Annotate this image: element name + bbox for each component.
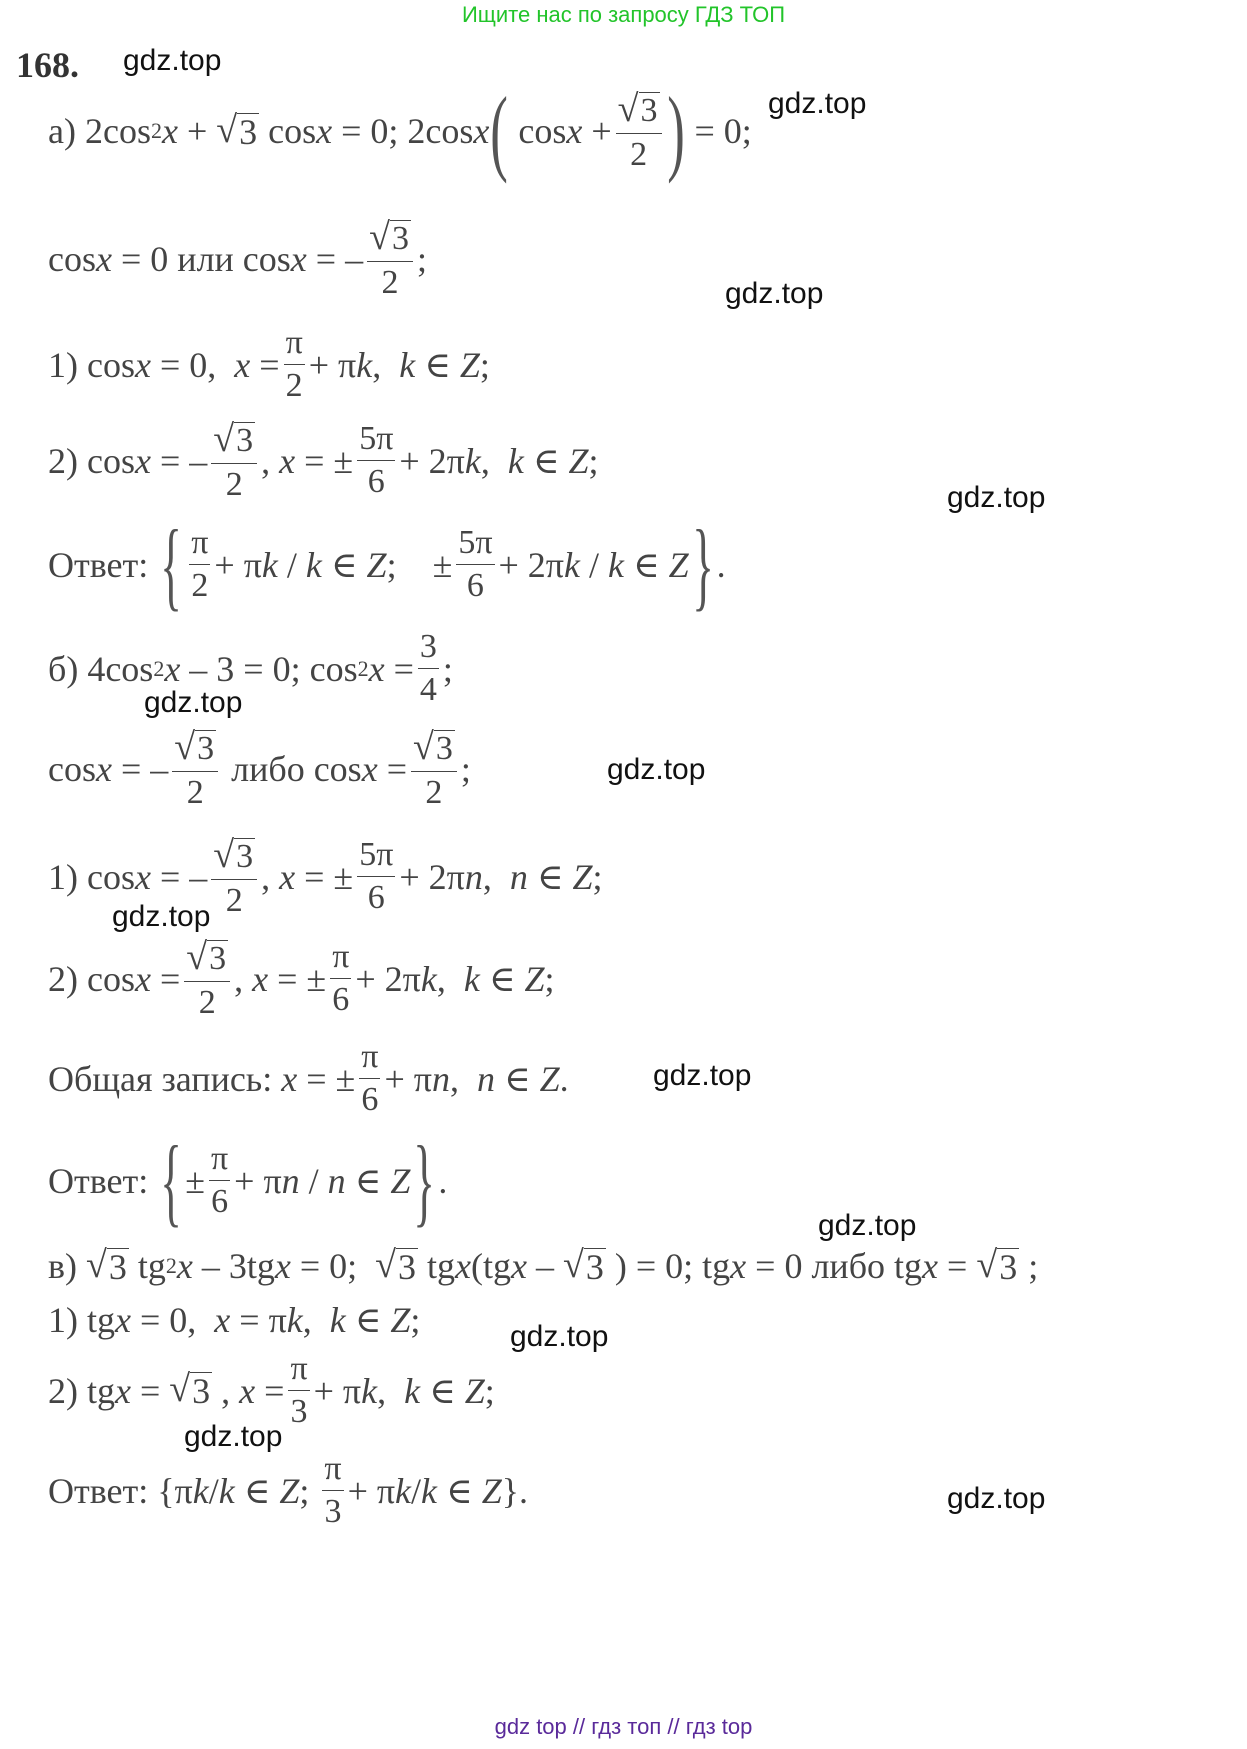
part-a-case-1: 1) cos x = 0, x = π 2 + π k , k ∈ Z ;: [48, 324, 490, 404]
task-number: 168.: [16, 45, 79, 85]
watermark: gdz.top: [947, 481, 1046, 514]
footer-links[interactable]: gdz top // гдз топ // гдз top: [494, 1714, 753, 1739]
part-v-label: в): [48, 1246, 77, 1287]
watermark: gdz.top: [768, 87, 867, 120]
part-b-general: Общая запись: x = ± π 6 + π n , n ∈ Z .: [48, 1038, 569, 1118]
watermark: gdz.top: [818, 1209, 917, 1242]
part-b-label: б): [48, 648, 79, 689]
part-a-cases: cos x = 0 или cos x = – √ 3 2 ;: [48, 216, 427, 301]
part-v-case-1: 1) tg x = 0, x = π k , k ∈ Z ;: [48, 1300, 421, 1340]
part-v-equation: в) √ 3 tg 2 x – 3tg x = 0; √ 3 tg x (tg x – √ 3 ) = 0; tg x = 0 либо tg x = √ 3 ;: [48, 1244, 1039, 1287]
part-a-label: а): [48, 111, 76, 152]
watermark: gdz.top: [510, 1320, 609, 1353]
watermark: gdz.top: [144, 686, 243, 719]
watermark: gdz.top: [112, 900, 211, 933]
watermark: gdz.top: [607, 753, 706, 786]
part-b-equation: б) 4cos 2 x – 3 = 0; cos 2 x = 3 4 ;: [48, 628, 453, 708]
part-b-case-1: 1) cos x = – √ 3 2 , x = ± 5π 6 + 2π n , n ∈ Z ;: [48, 834, 603, 919]
either-word: либо: [811, 1246, 886, 1287]
watermark: gdz.top: [725, 277, 824, 310]
part-a-equation: а) 2cos 2 x + √ 3 cos x = 0; 2cos x ( cos x + √ 3 2 ) = 0;: [48, 77, 752, 184]
part-b-answer: Ответ: { ± π 6 + π n / n ∈ Z } .: [48, 1125, 448, 1236]
answer-label: Ответ:: [48, 1160, 149, 1201]
either-word: либо: [231, 748, 305, 789]
part-b-case-2: 2) cos x = √ 3 2 , x = ± π 6 + 2π k , k ∈ Z ;: [48, 936, 555, 1021]
general-label: Общая запись:: [48, 1058, 273, 1099]
part-a-case-2: 2) cos x = – √ 3 2 , x = ± 5π 6 + 2π k , k ∈ Z ;: [48, 418, 599, 503]
part-b-cases: cos x = – √ 3 2 либо cos x = √ 3 2 ;: [48, 726, 471, 811]
watermark: gdz.top: [123, 44, 222, 77]
part-v-case-2: 2) tg x = √ 3 , x = π 3 + π k , k ∈ Z ;: [48, 1350, 495, 1430]
answer-label: Ответ:: [48, 1470, 149, 1511]
watermark: gdz.top: [653, 1059, 752, 1092]
watermark: gdz.top: [947, 1482, 1046, 1515]
search-banner[interactable]: Ищите нас по запросу ГДЗ ТОП: [461, 2, 786, 27]
part-v-answer: Ответ: {π k / k ∈ Z ; π 3 + π k / k ∈ Z }.: [48, 1450, 528, 1530]
part-a-answer: Ответ: { π 2 + π k / k ∈ Z ; ± 5π 6 + 2π k / k ∈ Z } .: [48, 509, 726, 620]
or-word: или: [177, 238, 234, 279]
watermark: gdz.top: [184, 1420, 283, 1453]
answer-label: Ответ:: [48, 544, 149, 585]
